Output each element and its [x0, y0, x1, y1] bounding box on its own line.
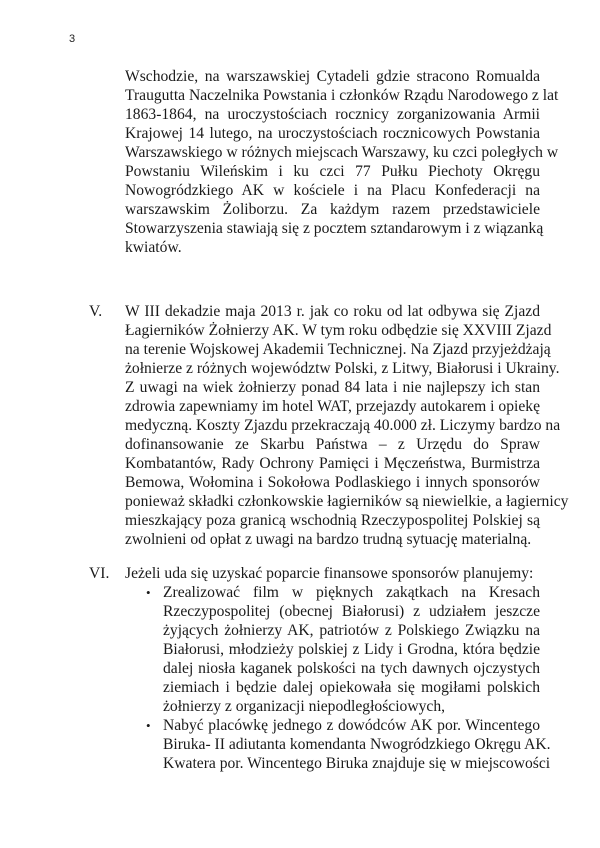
- text-line: Krajowej 14 lutego, na uroczystościach rocznicowych Powstania: [125, 125, 540, 142]
- text-line: Nowogródzkiego AK w kościele i na Placu Konfederacji na: [125, 182, 540, 199]
- text-line: Wschodzie, na warszawskiej Cytadeli gdzie stracono Romualda: [125, 68, 540, 85]
- text-line: Warszawskiego w różnych miejscach Warszawy, ku czci poległych w: [125, 144, 559, 161]
- text-line: żyjących żołnierzy AK, patriotów z Polskiego Związku na: [163, 622, 540, 639]
- continuation-paragraph: [125, 67, 559, 257]
- text-line: ziemiach i będzie dalej opiekowała się mogiłami polskich: [163, 679, 540, 696]
- text-line: żołnierzy z organizacji niepodległościowych,: [163, 698, 446, 715]
- text-line: kwiatów.: [125, 239, 182, 256]
- section-v-paragraph: [125, 302, 569, 549]
- text-line: Traugutta Naczelnika Powstania i członków Rządu Narodowego z lat: [125, 87, 559, 104]
- bullet-icon: •: [146, 585, 151, 600]
- text-line: 1863-1864, na uroczystościach rocznicy zorganizowania Armii: [125, 106, 540, 123]
- text-line: warszawskim Żoliborzu. Za każdym razem przedstawiciele: [125, 201, 540, 218]
- text-line: dalej niosła kaganek polskości na tych dawnych ojczystych: [163, 660, 540, 677]
- text-line: medyczną. Koszty Zjazdu przekraczają 40.000 zł. Liczymy bardzo na: [125, 417, 561, 434]
- text-line: Biruka- II adiutanta komendanta Nwogródzkiego Okręgu AK.: [163, 736, 551, 753]
- text-line: ponieważ składki członkowskie łagierników są niewielkie, a łagiernicy: [125, 493, 569, 510]
- text-line: zwolnieni od opłat z uwagi na bardzo trudną sytuację materialną.: [125, 531, 532, 548]
- text-line: Białorusi, młodzieży polskiej z Lidy i Grodna, która będzie: [163, 641, 540, 658]
- text-line: Z uwagi na wiek żołnierzy ponad 84 lata i nie najlepszy ich stan: [125, 379, 540, 396]
- text-line: Kwatera por. Wincentego Biruka znajduje się w miejscowości: [163, 755, 551, 772]
- page-number: 3: [69, 33, 76, 45]
- text-line: mieszkający poza granicą wschodnią Rzeczypospolitej Polskiej są: [125, 512, 540, 529]
- text-line: Zrealizować film w pięknych zakątkach na Kresach: [163, 584, 540, 601]
- text-line: na terenie Wojskowej Akademii Technicznej. Na Zjazd przyjeżdżają: [125, 341, 551, 358]
- text-line: Rzeczypospolitej (obecnej Białorusi) z udziałem jeszcze: [163, 603, 540, 620]
- text-line: Kombatantów, Rady Ochrony Pamięci i Męczeństwa, Burmistrza: [125, 455, 540, 472]
- text-line: żołnierze z różnych województw Polski, z Litwy, Białorusi i Ukrainy.: [125, 360, 560, 377]
- text-line: Nabyć placówkę jednego z dowódców AK por. Wincentego: [163, 717, 540, 734]
- text-line: dofinansowanie ze Skarbu Państwa – z Urzędu do Spraw: [125, 436, 540, 453]
- bullet-icon: •: [146, 718, 151, 733]
- text-line: Powstaniu Wileńskim i ku czci 77 Pułku Piechoty Okręgu: [125, 163, 540, 180]
- text-line: Stowarzyszenia stawiają się z pocztem sztandarowym i z wiązanką: [125, 220, 544, 237]
- bullet-item: [146, 583, 540, 716]
- bullet-list: [146, 583, 551, 773]
- bullet-item: [146, 716, 551, 773]
- section-number-v: V.: [89, 303, 103, 320]
- text-line: Łagierników Żołnierzy AK. W tym roku odbędzie się XXVIII Zjazd: [125, 322, 552, 339]
- text-line: W III dekadzie maja 2013 r. jak co roku od lat odbywa się Zjazd: [125, 303, 540, 320]
- text-line: Bemowa, Wołomina i Sokołowa Podlaskiego i innych sponsorów: [125, 474, 540, 491]
- text-line: Jeżeli uda się uzyskać poparcie finansowe sponsorów planujemy:: [125, 565, 534, 582]
- section-vi-intro: [125, 564, 540, 583]
- text-line: zdrowia zapewniamy im hotel WAT, przejazdy autokarem i opiekę: [125, 398, 540, 415]
- section-number-vi: VI.: [89, 565, 110, 582]
